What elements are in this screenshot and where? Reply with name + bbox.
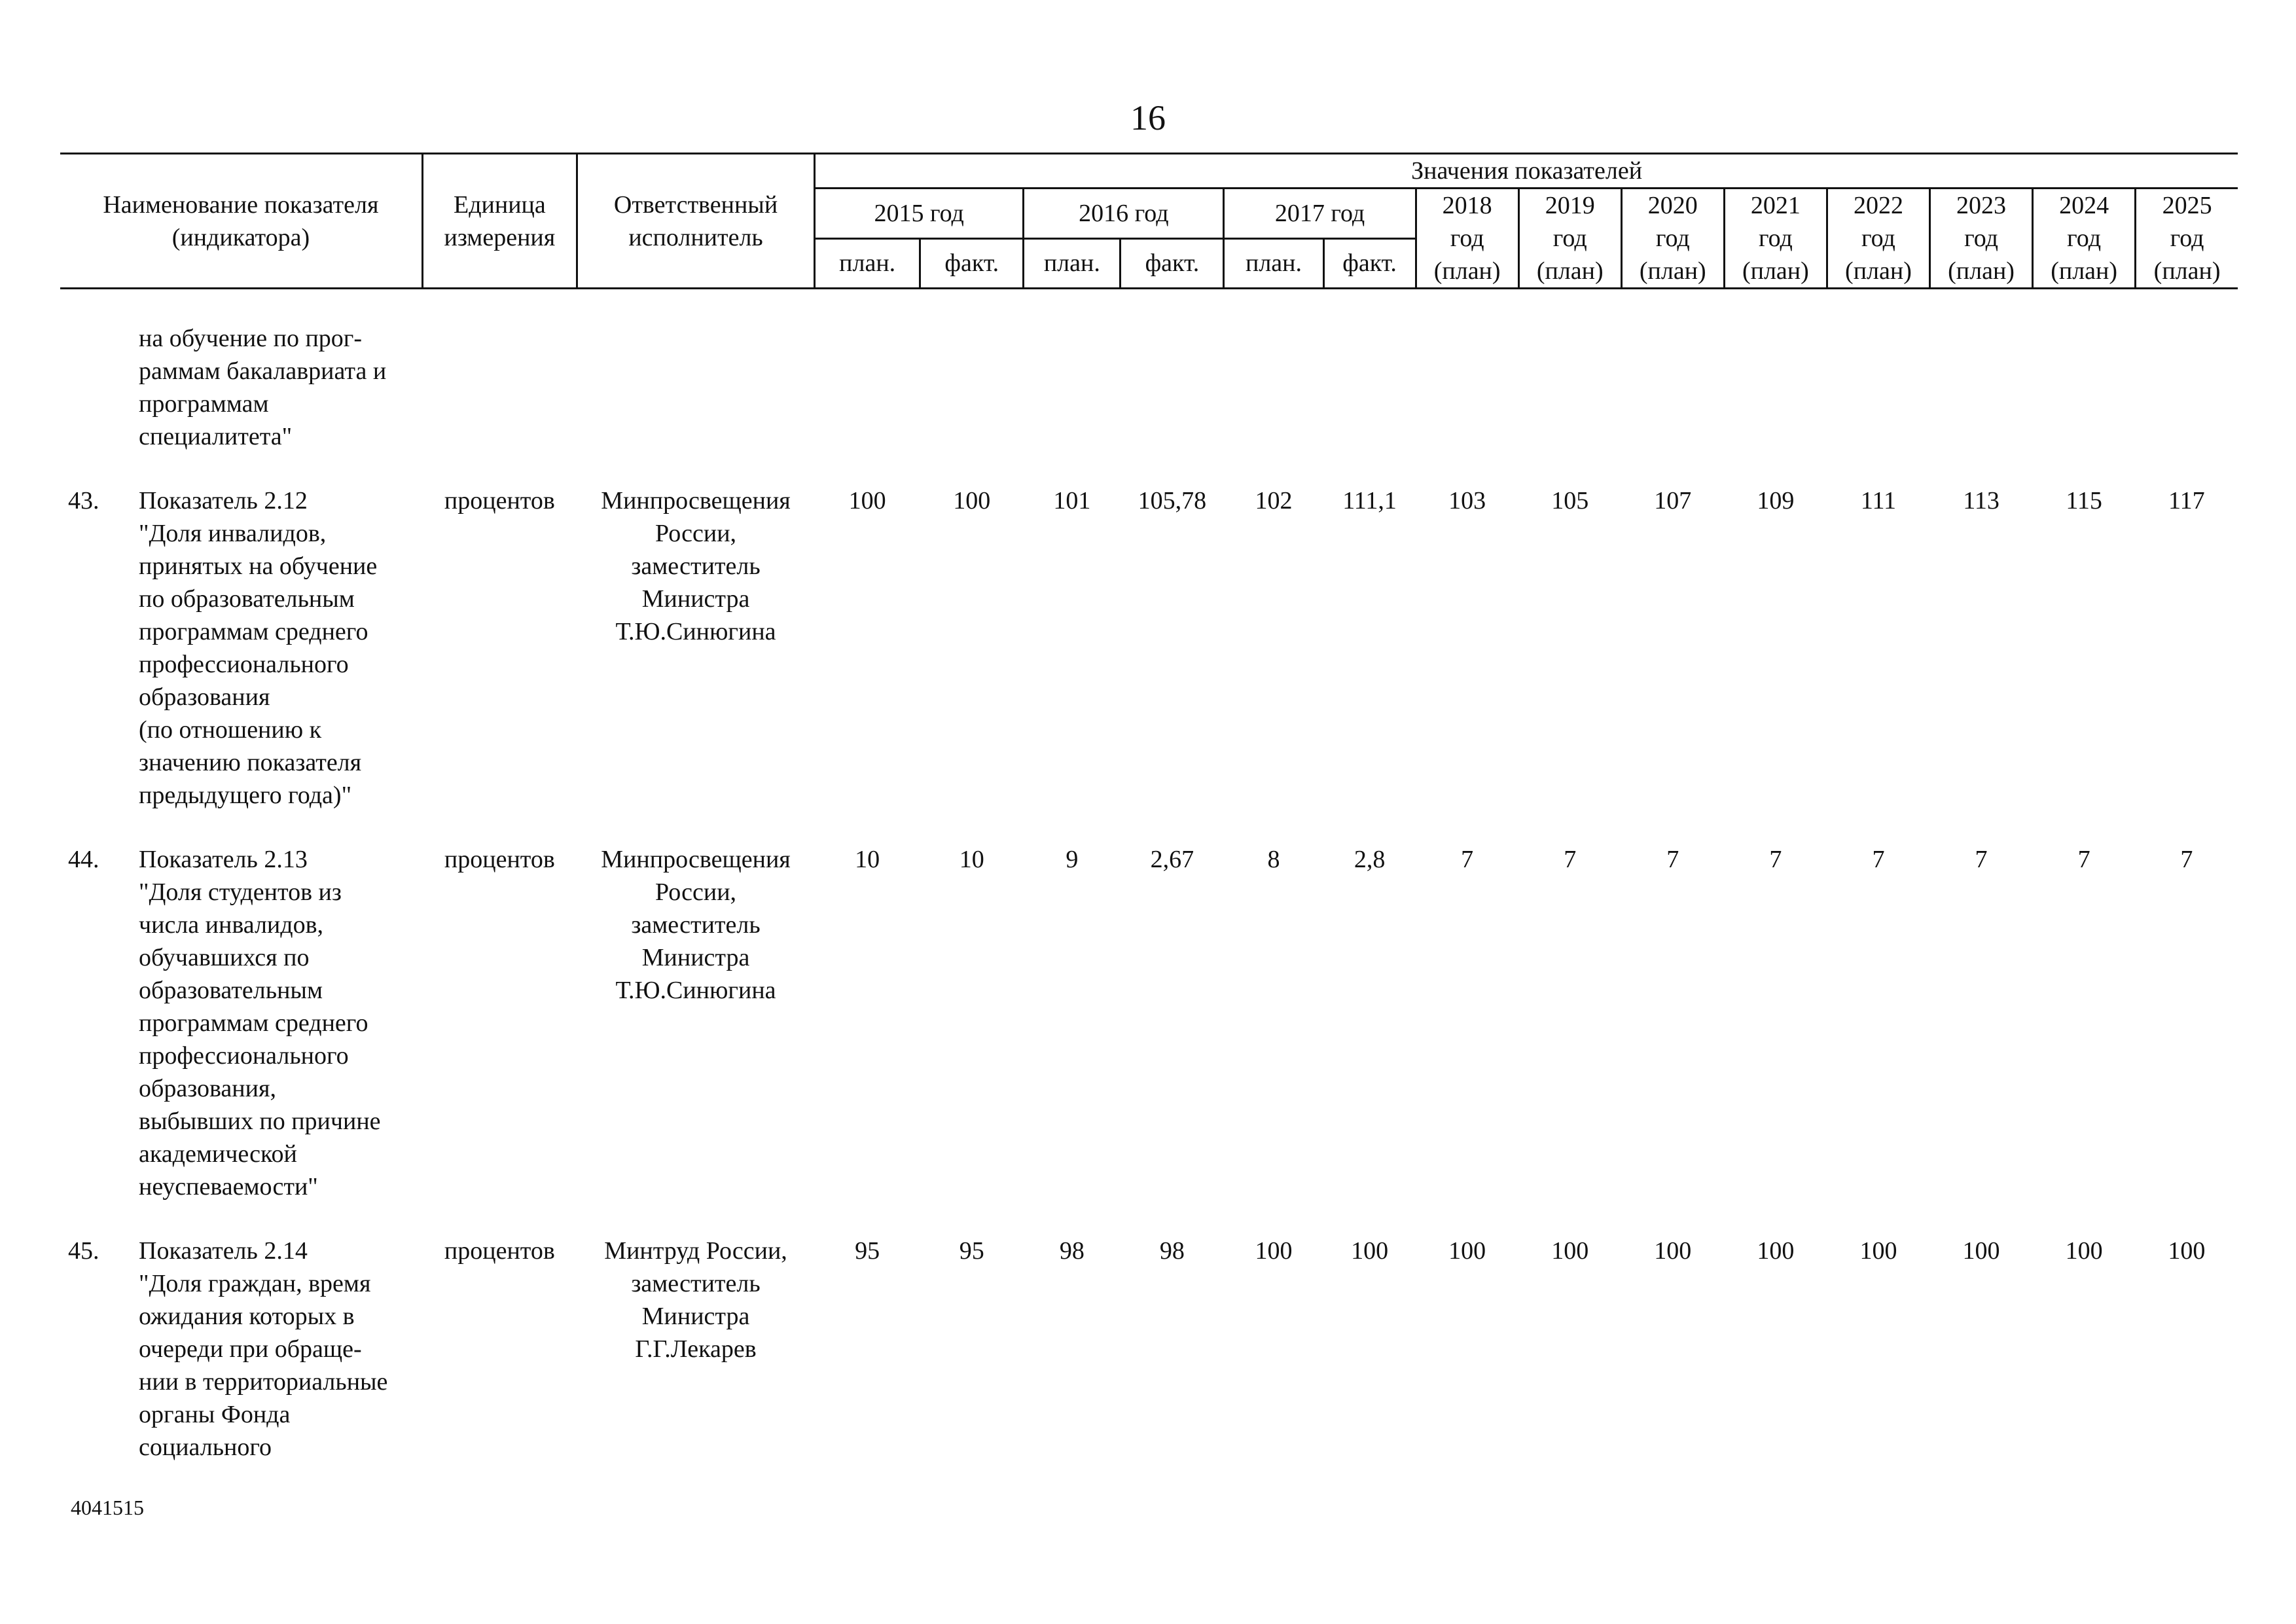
- value-cell: 109: [1757, 487, 1795, 514]
- header-plan-year-1: [1518, 189, 1621, 289]
- header-plan: план.: [1224, 238, 1323, 289]
- value-cell: 113: [1963, 487, 2000, 514]
- indicator-name: Показатель 2.13 "Доля студентов из числа инвалидов, обучавшихся по образовательным программам среднего профессионального образования, выбывших по причине академической неуспеваемости": [139, 846, 381, 1200]
- responsible-cell: Минтруд России, заместитель Министра Г.Г.Лекарев: [604, 1237, 787, 1363]
- header-unit: Единица измерения: [422, 154, 577, 289]
- value-cell: 98: [1159, 1237, 1185, 1265]
- value-cell: 100: [1757, 1237, 1795, 1265]
- value-cell: 100: [953, 487, 991, 514]
- header-plan-year-label: год (план): [1845, 225, 1912, 285]
- value-cell: 7: [1975, 846, 1988, 873]
- header-plan: план.: [815, 238, 920, 289]
- value-cell: 100: [1962, 1237, 2000, 1265]
- continuation-text: на обучение по прог- раммам бакалавриата и программам специалитета": [139, 325, 387, 450]
- page-number: 16: [1130, 98, 1166, 137]
- header-year-2: 2017 год: [1224, 189, 1416, 239]
- value-cell: 101: [1053, 487, 1091, 514]
- header-plan-year-number: 2022: [1853, 192, 1903, 219]
- value-cell: 7: [1872, 846, 1885, 873]
- table-row: [60, 484, 2238, 812]
- header-year-1: 2016 год: [1024, 189, 1224, 239]
- value-cell: 102: [1255, 487, 1293, 514]
- header-plan-year-7: [2136, 189, 2238, 289]
- value-cell: 103: [1448, 487, 1486, 514]
- header-name: Наименование показателя (индикатора): [60, 154, 422, 289]
- header-plan-year-number: 2020: [1647, 192, 1698, 219]
- value-cell: 100: [1654, 1237, 1692, 1265]
- header-plan-year-number: 2024: [2059, 192, 2109, 219]
- value-cell: 7: [1564, 846, 1577, 873]
- value-cell: 100: [1448, 1237, 1486, 1265]
- responsible-cell: Минпросвещения России, заместитель Министра Т.Ю.Синюгина: [601, 846, 791, 1004]
- value-cell: 10: [959, 846, 984, 873]
- value-cell: 107: [1654, 487, 1692, 514]
- value-cell: 111: [1860, 487, 1897, 514]
- value-cell: 100: [2065, 1237, 2103, 1265]
- value-cell: 95: [959, 1237, 984, 1265]
- header-plan-year-6: [2033, 189, 2136, 289]
- value-cell: 9: [1066, 846, 1079, 873]
- value-cell: 7: [1461, 846, 1474, 873]
- continuation-row: [60, 322, 2238, 453]
- value-cell: 100: [1255, 1237, 1293, 1265]
- header-plan-year-number: 2021: [1750, 192, 1801, 219]
- row-number: 45.: [68, 1237, 99, 1265]
- value-cell: 100: [1859, 1237, 1897, 1265]
- header-plan-year-number: 2025: [2162, 192, 2212, 219]
- value-cell: 7: [2077, 846, 2090, 873]
- table-body: [60, 289, 2238, 1464]
- unit-cell: процентов: [444, 1237, 555, 1265]
- value-cell: 8: [1267, 846, 1280, 873]
- value-cell: 100: [2168, 1237, 2206, 1265]
- unit-cell: процентов: [444, 487, 555, 514]
- header-plan-year-label: год (план): [1742, 225, 1809, 285]
- value-cell: 105,78: [1138, 487, 1207, 514]
- row-number: 43.: [68, 487, 99, 514]
- header-fact: факт.: [1323, 238, 1416, 289]
- value-cell: 115: [2066, 487, 2102, 514]
- header-plan-year-0: [1416, 189, 1518, 289]
- unit-cell: процентов: [444, 846, 555, 873]
- header-plan-year-label: год (план): [1948, 225, 2015, 285]
- header-plan-year-number: 2018: [1442, 192, 1492, 219]
- header-fact: факт.: [920, 238, 1024, 289]
- header-fact: факт.: [1121, 238, 1224, 289]
- table-row: [60, 1235, 2238, 1464]
- table-row: [60, 843, 2238, 1203]
- value-cell: 117: [2168, 487, 2205, 514]
- value-cell: 105: [1551, 487, 1589, 514]
- value-cell: 10: [855, 846, 880, 873]
- value-cell: 100: [848, 487, 886, 514]
- header-plan-year-4: [1827, 189, 1929, 289]
- header-plan-year-label: год (план): [2051, 225, 2118, 285]
- header-plan-year-label: год (план): [2153, 225, 2221, 285]
- header-plan-year-label: год (план): [1433, 225, 1501, 285]
- header-plan-year-3: [1724, 189, 1827, 289]
- header-year-0: 2015 год: [815, 189, 1024, 239]
- value-cell: 98: [1059, 1237, 1085, 1265]
- document-code: 4041515: [71, 1496, 144, 1519]
- table-header: [60, 154, 2238, 289]
- value-cell: 2,8: [1354, 846, 1386, 873]
- value-cell: 100: [1351, 1237, 1389, 1265]
- value-cell: 111,1: [1342, 487, 1397, 514]
- header-values-title: Значения показателей: [815, 154, 2238, 189]
- value-cell: 7: [1769, 846, 1782, 873]
- row-number: 44.: [68, 846, 99, 873]
- header-plan-year-label: год (план): [1639, 225, 1706, 285]
- value-cell: 7: [1666, 846, 1679, 873]
- header-plan-year-2: [1621, 189, 1724, 289]
- header-plan-year-5: [1930, 189, 2033, 289]
- value-cell: 2,67: [1150, 846, 1194, 873]
- value-cell: 95: [855, 1237, 880, 1265]
- header-responsible: Ответственный исполнитель: [577, 154, 814, 289]
- responsible-cell: Минпросвещения России, заместитель Министра Т.Ю.Синюгина: [601, 487, 791, 645]
- indicator-name: Показатель 2.14 "Доля граждан, время ожидания которых в очереди при обраще- нии в территориальные органы Фонда социального: [139, 1237, 388, 1461]
- header-plan: план.: [1024, 238, 1121, 289]
- value-cell: 100: [1551, 1237, 1589, 1265]
- value-cell: 7: [2180, 846, 2193, 873]
- indicator-name: Показатель 2.12 "Доля инвалидов, принятых на обучение по образовательным программам среднего профессионального образования (по отношению к значению показателя предыдущего года)": [139, 487, 378, 809]
- header-plan-year-label: год (план): [1536, 225, 1604, 285]
- header-plan-year-number: 2019: [1545, 192, 1595, 219]
- indicators-table: [60, 153, 2238, 1464]
- header-plan-year-number: 2023: [1956, 192, 2007, 219]
